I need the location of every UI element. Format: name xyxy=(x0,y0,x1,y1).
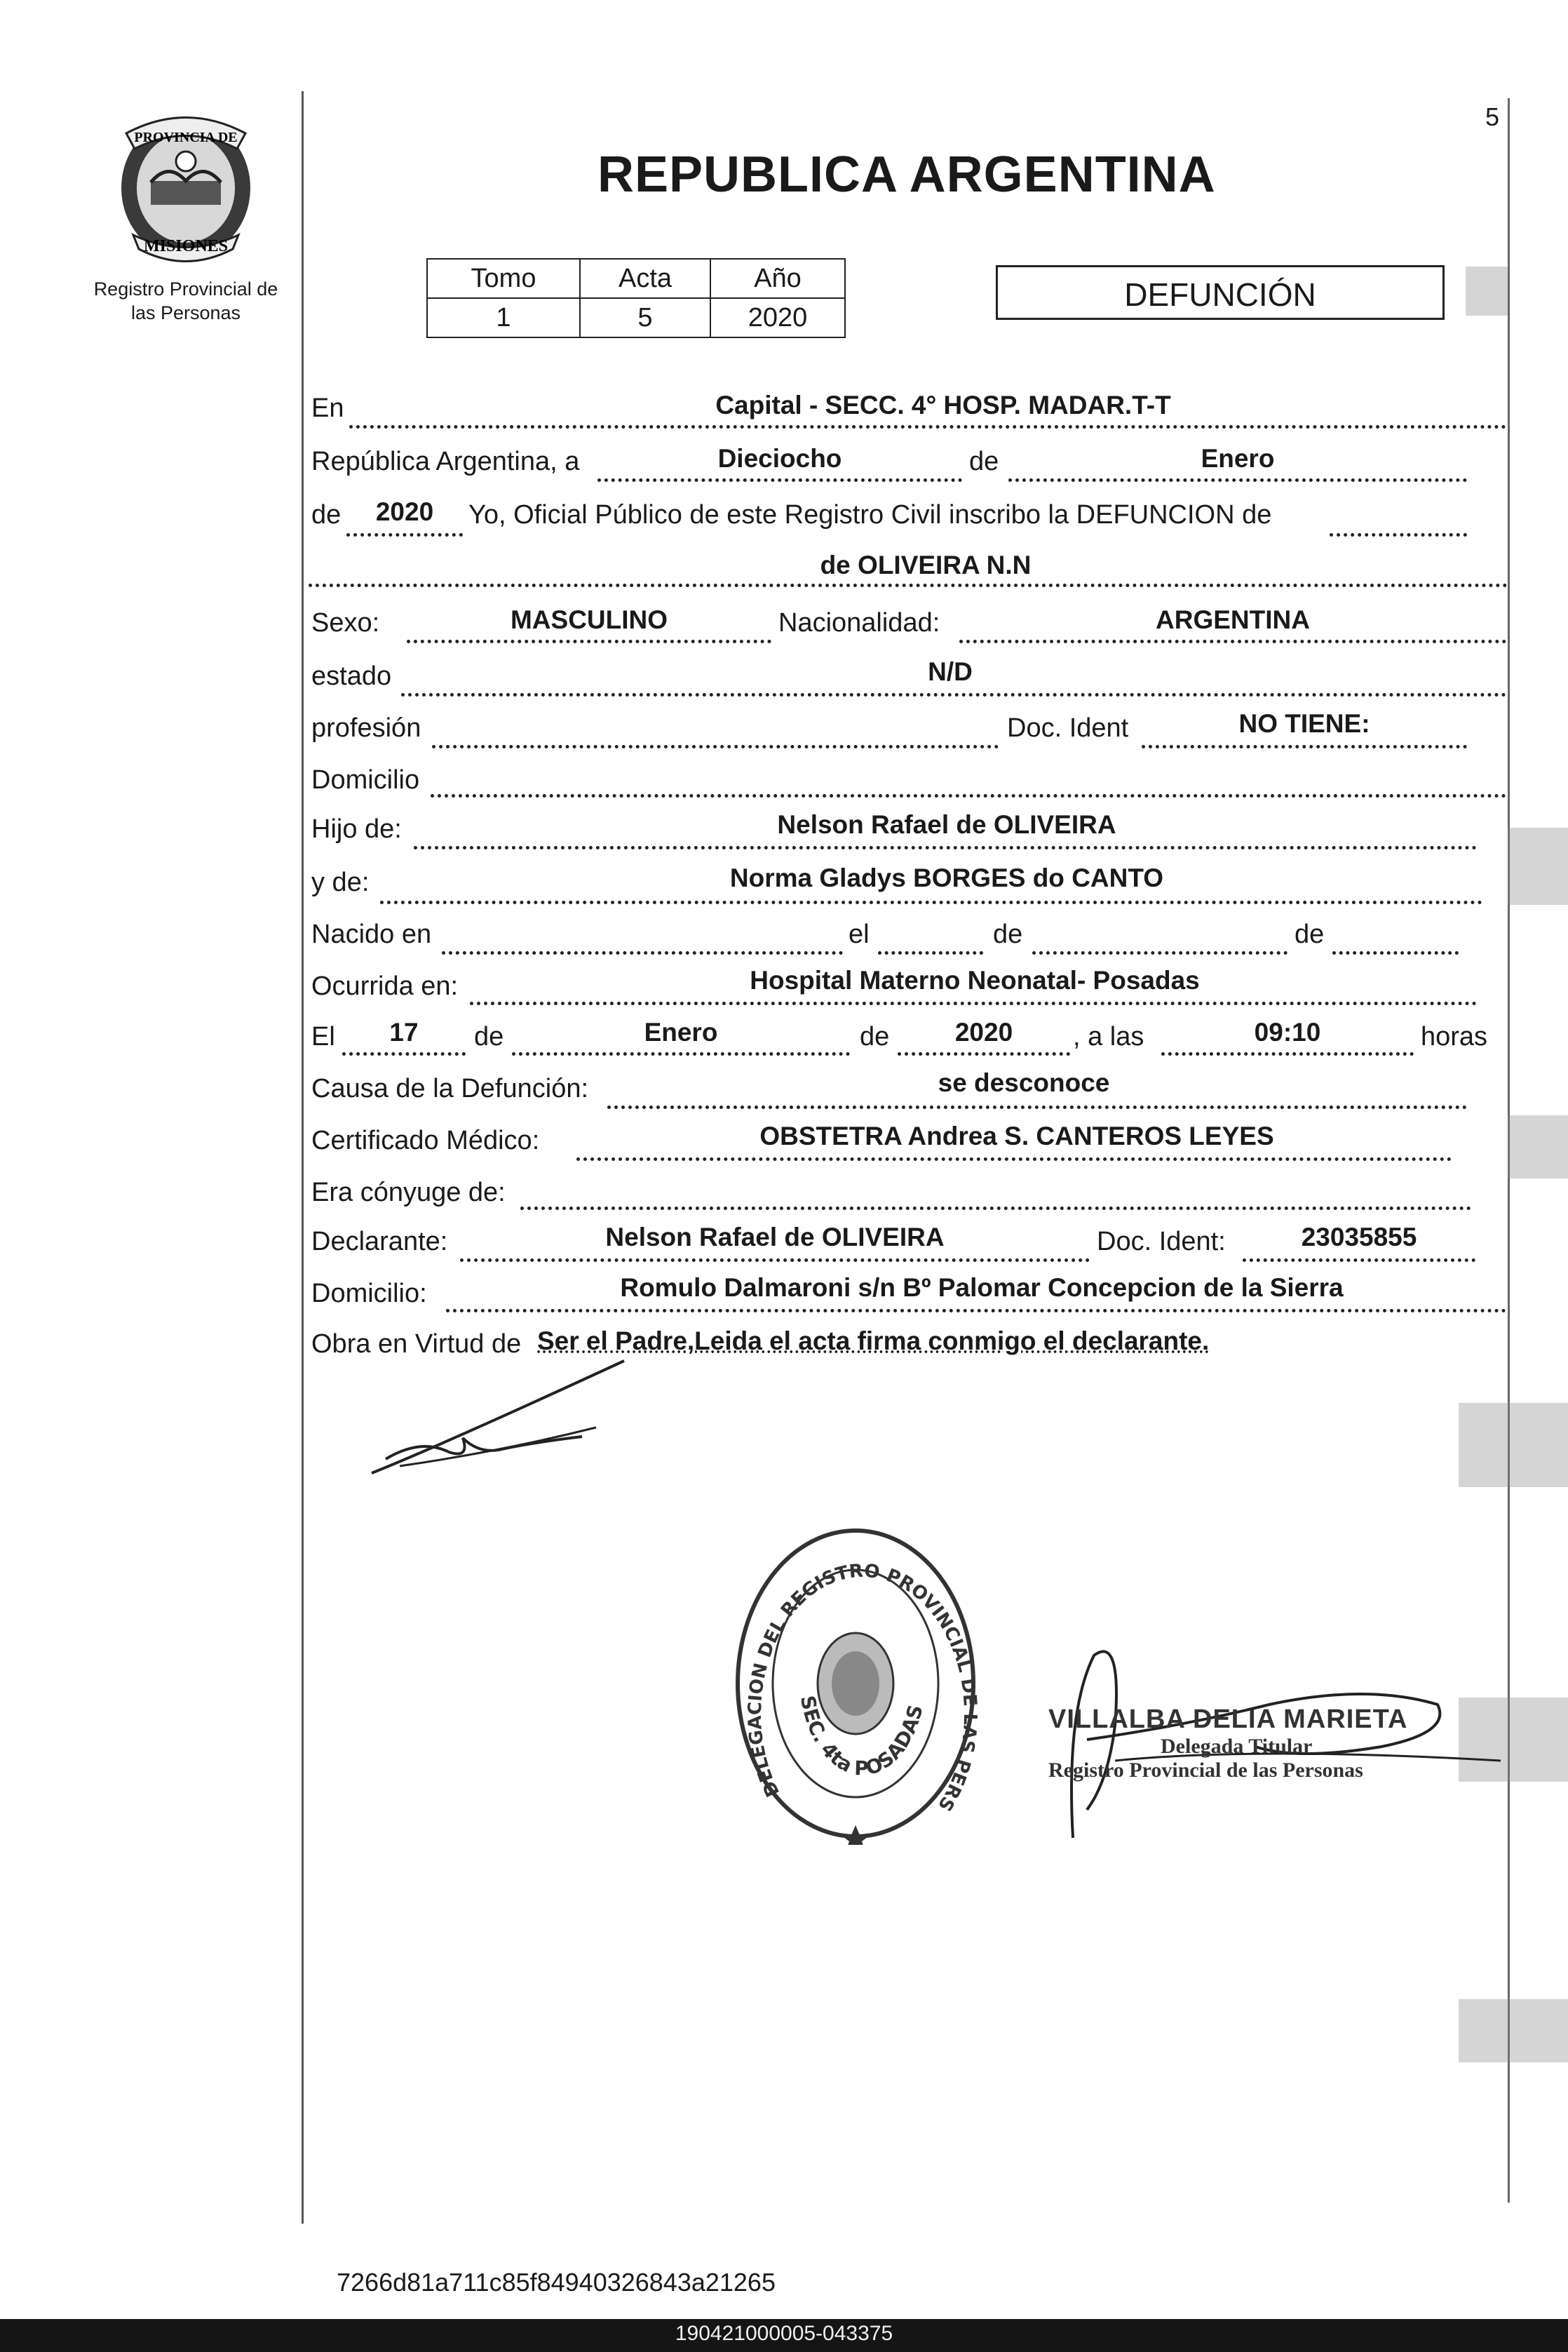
dotted-line xyxy=(898,1052,1070,1056)
province-seal-logo xyxy=(112,105,259,267)
dotted-line xyxy=(432,745,999,748)
declarante-address: Romulo Dalmaroni s/n Bº Palomar Concepcion de la Sierra xyxy=(620,1273,1344,1302)
el-label: el xyxy=(849,920,870,949)
doc-ident-value: NO TIENE: xyxy=(1238,709,1370,738)
dotted-line xyxy=(1243,1258,1475,1262)
death-day: 17 xyxy=(389,1018,419,1047)
dotted-line xyxy=(442,951,843,955)
obra-value: Ser el Padre,Leida el acta firma conmigo el declarante. xyxy=(537,1326,1210,1355)
dotted-line xyxy=(342,1052,466,1056)
declarant-signature xyxy=(358,1354,638,1484)
domicilio-label: Domicilio xyxy=(311,765,420,795)
scan-noise xyxy=(1466,267,1508,316)
profesion-label: profesión xyxy=(311,713,421,743)
dotted-line xyxy=(1008,478,1467,482)
dotted-line xyxy=(1161,1052,1414,1056)
death-time: 09:10 xyxy=(1254,1018,1321,1047)
republica-label: República Argentina, a xyxy=(311,447,580,476)
estado-value: N/D xyxy=(928,657,973,686)
logo-bottom-text: MISIONES xyxy=(143,237,229,255)
obra-label: Obra en Virtud de xyxy=(311,1329,522,1359)
dotted-line xyxy=(520,1207,1471,1210)
table-header-acta: Acta xyxy=(580,259,710,298)
dotted-line xyxy=(470,1002,1477,1005)
dotted-line xyxy=(349,425,1506,429)
domicilio2-label: Domicilio: xyxy=(311,1279,427,1308)
dotted-line xyxy=(607,1106,1467,1109)
page-number: 5 xyxy=(1485,102,1500,131)
dotted-line xyxy=(597,478,962,482)
registrar-name-stamp xyxy=(1048,1705,1407,1782)
el-cap-label: El xyxy=(311,1022,335,1051)
declarante-label: Declarante: xyxy=(311,1227,448,1256)
declarante-doc: 23035855 xyxy=(1301,1223,1417,1251)
table-value-acta: 5 xyxy=(580,298,710,337)
causa-label: Causa de la Defunción: xyxy=(311,1074,589,1103)
table-header-ano: Año xyxy=(710,259,845,298)
death-month: Enero xyxy=(644,1018,718,1047)
dotted-line xyxy=(309,584,1508,587)
a-las-label: , a las xyxy=(1073,1022,1144,1051)
de-label: de xyxy=(1295,920,1325,949)
dotted-line xyxy=(407,640,771,643)
scan-noise xyxy=(1459,1403,1568,1487)
de-label: de xyxy=(860,1022,890,1051)
dotted-line xyxy=(431,794,1506,798)
oficial-statement: Yo, Oficial Público de este Registro Civil inscribo la DEFUNCION de xyxy=(468,500,1272,530)
dotted-line xyxy=(1032,951,1287,955)
record-number-table xyxy=(426,258,846,338)
registrar-role: Delegada Titular xyxy=(1161,1735,1313,1758)
death-year: 2020 xyxy=(954,1018,1013,1047)
dotted-line xyxy=(460,1258,1090,1262)
en-label: En xyxy=(311,394,344,423)
dotted-line xyxy=(380,901,1482,904)
deceased-name: de OLIVEIRA N.N xyxy=(820,551,1032,579)
scan-noise xyxy=(1508,828,1568,905)
de-label: de xyxy=(993,920,1023,949)
dotted-line xyxy=(446,1309,1506,1312)
dotted-line xyxy=(1330,533,1467,537)
yde-label: y de: xyxy=(311,868,370,897)
dotted-line xyxy=(1332,951,1459,955)
logo-top-text: PROVINCIA DE xyxy=(134,130,238,145)
registrar-org: Registro Provincial de las Personas xyxy=(1048,1759,1363,1782)
declarante-name: Nelson Rafael de OLIVEIRA xyxy=(605,1223,945,1251)
dotted-line xyxy=(414,846,1477,849)
left-margin-line xyxy=(302,91,304,2224)
stamp-inner-text: SEC. 4ta POSADAS xyxy=(795,1693,928,1780)
certificado-label: Certificado Médico: xyxy=(311,1126,540,1155)
horas-label: horas xyxy=(1421,1022,1488,1051)
document-hash: 7266d81a711c85f84940326843a21265 xyxy=(337,2268,776,2297)
scan-noise xyxy=(1459,1999,1568,2062)
scan-noise xyxy=(1508,1115,1568,1178)
hijo-label: Hijo de: xyxy=(311,814,402,844)
medical-certifier: OBSTETRA Andrea S. CANTEROS LEYES xyxy=(759,1122,1274,1150)
place-of-registration: Capital - SECC. 4° HOSP. MADAR.T-T xyxy=(715,391,1171,419)
dotted-line xyxy=(878,951,983,955)
dotted-line xyxy=(346,533,463,537)
registration-month: Enero xyxy=(1201,444,1275,473)
table-value-tomo: 1 xyxy=(427,298,580,337)
doc-ident-colon-label: Doc. Ident: xyxy=(1097,1227,1226,1256)
sexo-label: Sexo: xyxy=(311,608,380,638)
mother-name: Norma Gladys BORGES do CANTO xyxy=(729,863,1164,892)
doc-ident-label: Doc. Ident xyxy=(1007,713,1129,743)
table-header-tomo: Tomo xyxy=(427,259,580,298)
conyuge-label: Era cónyuge de: xyxy=(311,1178,506,1207)
table-value-ano: 2020 xyxy=(710,298,845,337)
registry-caption: Registro Provincial de las Personas xyxy=(93,278,278,323)
place-of-death: Hospital Materno Neonatal- Posadas xyxy=(750,966,1200,995)
estado-label: estado xyxy=(311,661,392,691)
nacionalidad-value: ARGENTINA xyxy=(1156,605,1310,634)
registrar-name: VILLALBA DELIA MARIETA xyxy=(1048,1705,1408,1734)
dotted-line xyxy=(576,1157,1452,1161)
dotted-line xyxy=(512,1052,850,1056)
footer-id: 190421000005-043375 xyxy=(675,2322,893,2345)
de-label: de xyxy=(311,500,342,530)
registration-year: 2020 xyxy=(375,497,434,526)
dotted-line xyxy=(959,640,1506,643)
sexo-value: MASCULINO xyxy=(510,605,668,634)
stamp-ring-text: DELEGACION DEL REGISTRO PROVINCIAL DE LAS PERS xyxy=(744,1560,981,1815)
dotted-line xyxy=(401,693,1506,697)
de-label: de xyxy=(969,447,999,476)
record-type-box: DEFUNCIÓN xyxy=(996,265,1445,320)
official-stamp xyxy=(729,1522,982,1848)
nacido-label: Nacido en xyxy=(311,920,432,949)
nacionalidad-label: Nacionalidad: xyxy=(778,608,940,638)
dotted-line xyxy=(1142,745,1467,748)
registration-day-written: Dieciocho xyxy=(717,444,842,473)
father-name: Nelson Rafael de OLIVEIRA xyxy=(777,810,1116,839)
page-title: REPUBLICA ARGENTINA xyxy=(597,147,1216,203)
cause-of-death: se desconoce xyxy=(938,1068,1110,1097)
ocurrida-label: Ocurrida en: xyxy=(311,972,459,1001)
de-label: de xyxy=(474,1022,504,1051)
